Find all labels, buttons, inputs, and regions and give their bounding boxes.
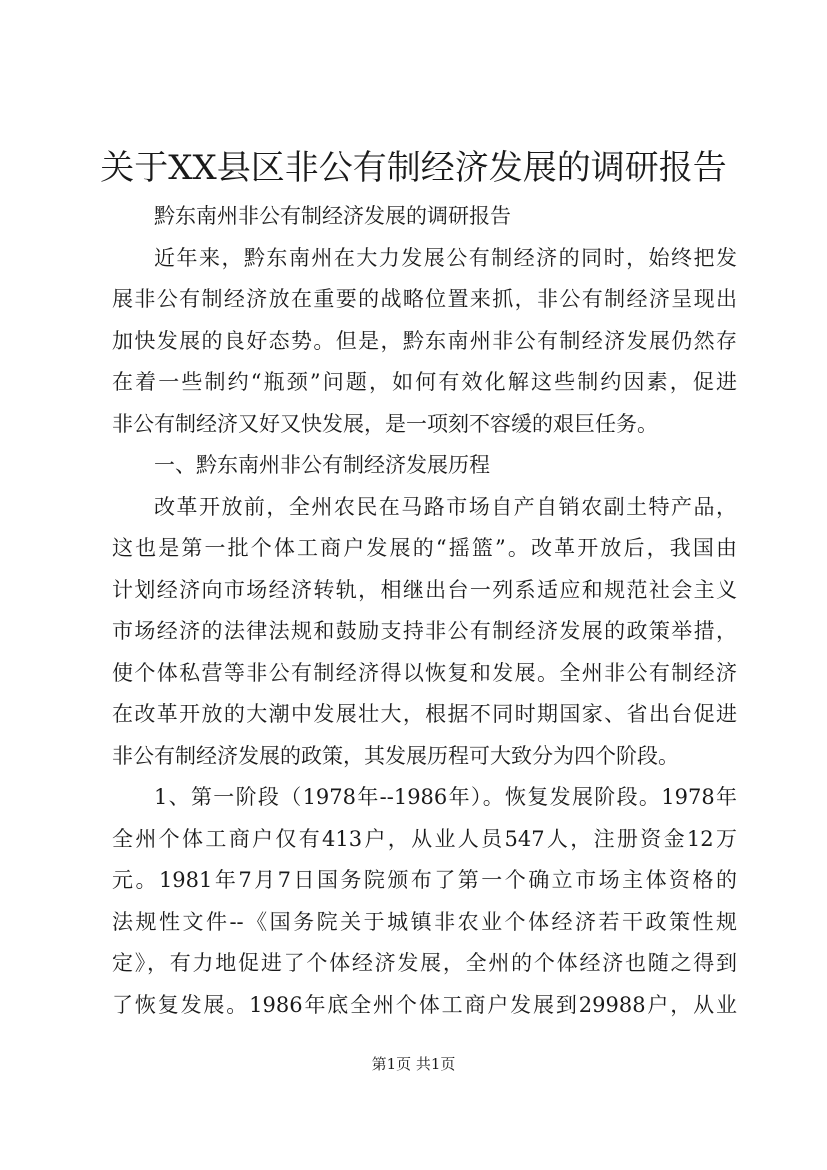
text-line: 计划经济向市场经济转轨，相继出台一列系适应和规范社会主义: [112, 577, 737, 602]
text-line: 市场经济的法律法规和鼓励支持非公有制经济发展的政策举措，: [112, 619, 737, 643]
text-line: 法规性文件--《国务院关于城镇非农业个体经济若干政策性规: [112, 909, 737, 934]
text-line: 1、第一阶段（1978年--1986年）。恢复发展阶段。1978年: [154, 785, 737, 809]
text-line: 黔东南州非公有制经济发展的调研报告: [154, 204, 511, 228]
page-footer: 第1页 共1页: [371, 1055, 456, 1073]
text-line: 非公有制经济发展的政策，其发展历程可大致分为四个阶段。: [112, 743, 679, 768]
text-line: 这也是第一批个体工商户发展的“摇篮”。改革开放后，我国由: [112, 536, 737, 560]
text-line: 加快发展的良好态势。但是，黔东南州非公有制经济发展仍然存: [112, 328, 737, 353]
text-line: 了恢复发展。1986年底全州个体工商户发展到29988户，从业: [112, 992, 737, 1017]
text-line: 改革开放前，全州农民在马路市场自产自销农副土特产品，: [154, 494, 737, 519]
text-line: 定》，有力地促进了个体经济发展，全州的个体经济也随之得到: [112, 951, 737, 975]
text-line: 元。1981年7月7日国务院颁布了第一个确立市场主体资格的: [112, 868, 737, 892]
text-line: 一、黔东南州非公有制经济发展历程: [154, 453, 490, 477]
text-line: 近年来，黔东南州在大力发展公有制经济的同时，始终把发: [154, 245, 737, 270]
document-body: [112, 196, 737, 1026]
text-line: 展非公有制经济放在重要的战略位置来抓，非公有制经济呈现出: [112, 287, 737, 311]
text-line: 在着一些制约“瓶颈”问题，如何有效化解这些制约因素，促进: [112, 370, 737, 394]
text-line: 非公有制经济又好又快发展，是一项刻不容缓的艰巨任务。: [112, 411, 658, 436]
text-line: 全州个体工商户仅有413户，从业人员547人，注册资金12万: [112, 826, 737, 851]
text-line: 使个体私营等非公有制经济得以恢复和发展。全州非公有制经济: [112, 660, 737, 685]
text-line: 在改革开放的大潮中发展壮大，根据不同时期国家、省出台促进: [112, 702, 737, 726]
document-title: 关于XX县区非公有制经济发展的调研报告: [100, 148, 727, 188]
